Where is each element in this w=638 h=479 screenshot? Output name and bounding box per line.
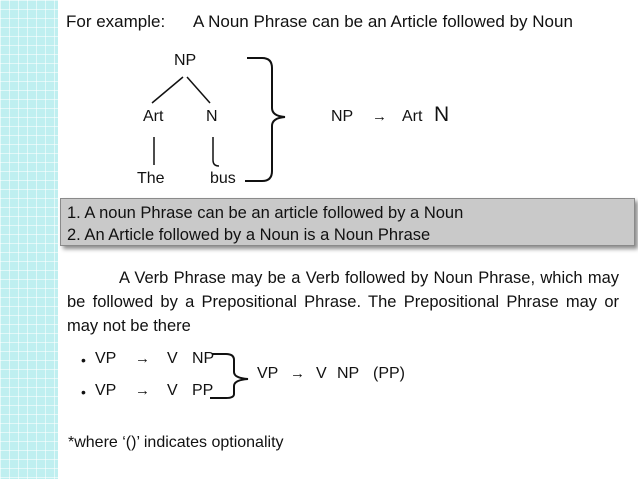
rule2-v: V xyxy=(316,365,327,382)
definition-line-2: 2. An Article followed by a Noun is a Noun Phrase xyxy=(67,226,431,244)
bullet-icon: • xyxy=(81,384,86,400)
rule1-rhs-n: N xyxy=(434,103,450,126)
bullet2-lhs: VP xyxy=(95,382,117,399)
rule2-pp: (PP) xyxy=(373,365,405,382)
bullet2-rhs: PP xyxy=(192,382,214,399)
arrow-right-icon: → xyxy=(135,350,150,367)
arrow-right-icon: → xyxy=(135,382,150,399)
rule1-rhs-art: Art xyxy=(402,108,423,125)
tree-node-np: NP xyxy=(174,52,197,69)
tree-brace-icon xyxy=(245,58,285,181)
arrow-right-icon: → xyxy=(372,108,387,125)
bullet1-v: V xyxy=(167,350,178,367)
tree-edge-n-bus xyxy=(213,137,219,166)
example-text: A Noun Phrase can be an Article followed by Noun xyxy=(193,12,573,31)
tree-edge-np-n xyxy=(187,77,210,103)
definition-line-1: 1. A noun Phrase can be an article followed by a Noun xyxy=(67,204,464,222)
tree-edge-np-art xyxy=(152,77,183,103)
tree-node-n: N xyxy=(206,108,218,125)
bullet1-rhs: NP xyxy=(192,350,215,367)
tree-leaf-the: The xyxy=(137,170,165,187)
rule1-lhs: NP xyxy=(331,108,354,125)
bullet1-lhs: VP xyxy=(95,350,117,367)
bullet2-v: V xyxy=(167,382,178,399)
arrow-right-icon: → xyxy=(290,365,305,382)
rule2-np: NP xyxy=(337,365,360,382)
tree-node-art: Art xyxy=(143,108,164,125)
rule2-lhs: VP xyxy=(257,365,279,382)
example-prefix: For example: xyxy=(66,12,166,31)
tree-leaf-bus: bus xyxy=(210,170,236,187)
bullet-icon: • xyxy=(81,352,86,368)
bullet-brace-icon xyxy=(210,354,248,398)
optionality-note: *where ‘()’ indicates optionality xyxy=(68,434,284,451)
verb-phrase-paragraph: A Verb Phrase may be a Verb followed by Noun Phrase, which may be followed by a Prepositional Phrase. The Prepositional Phrase may or may not be there xyxy=(67,269,619,335)
definition-box xyxy=(60,198,635,246)
